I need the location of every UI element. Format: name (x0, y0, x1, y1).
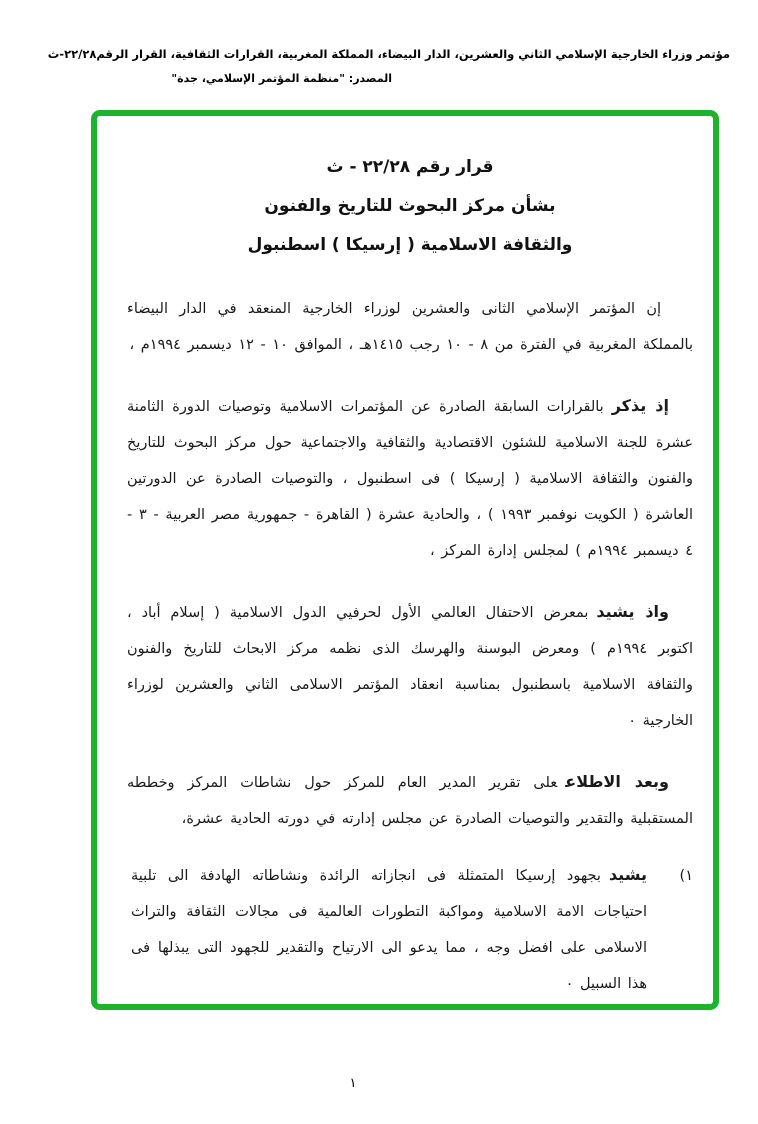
paragraph-lead: واذ يشيد (596, 602, 669, 621)
header-reference-line: مؤتمر وزراء الخارجية الإسلامي الثاني والعشرين، الدار البيضاء، المملكة المغربية، القرارات الثقافية، القرار الرقم٢٢/٢٨-ث (47, 47, 730, 61)
preamble-paragraph (127, 290, 693, 363)
paragraph-lead: إذ يذكر (611, 396, 670, 415)
item-body: بجهود إرسيكا المتمثلة فى انجازاته الرائدة ونشاطاته الهادفة الى تلبية احتياجات الامة الاسلامية ومواكبة التطورات العالمية فى مجالات الثقافة والتراث الاسلامى على افضل وجه ، مما يدعو الى الارتياح والتقدير للجهود التى يبذلها فى هذا السبيل ٠ (131, 868, 647, 992)
operative-items (127, 857, 693, 1010)
commending-paragraph (127, 594, 693, 739)
item-lead: يشيد (608, 865, 647, 884)
having-reviewed-paragraph (127, 764, 693, 837)
green-border-frame (91, 110, 719, 1010)
header-note (24, 46, 730, 87)
paragraph-text: بالقرارات السابقة الصادرة عن المؤتمرات الاسلامية وتوصيات الدورة الثامنة عشرة للجنة الاسلامية للشئون الاقتصادية والثقافية والاجتماعية حول مركز البحوث للتاريخ والفنون والثقافة الاسلامية ( إرسيكا ) فى اسطنبول ، والتوصيات الصادرة عن الدورتين العاشرة ( الكويت نوفمبر ١٩٩٣ ) ، والحادية عشرة ( القاهرة - جمهورية مصر العربية - ٣ - ٤ ديسمبر ١٩٩٤م ) لمجلس إدارة المركز ، (127, 399, 693, 559)
paragraph-text: على تقرير المدير العام للمركز حول نشاطات المركز وخططه المستقبلية والتقدير والتوصيات الصادرة عن مجلس إدارته في دورته الحادية عشرة، (127, 775, 693, 827)
scanned-document-page (0, 46, 758, 1124)
recalling-paragraph (127, 388, 693, 569)
item-text (127, 857, 647, 1002)
resolution-title-line1: قرار رقم ٢٢/٢٨ - ث (326, 157, 494, 177)
header-source-line: المصدر: "منظمة المؤتمر الإسلامي، جدة" (171, 72, 392, 85)
item-number: ١) (679, 868, 693, 884)
resolution-title-line2: بشأن مركز البحوث للتاريخ والفنون (264, 196, 556, 216)
resolution-title (127, 148, 693, 265)
paragraph-text: إن المؤتمر الإسلامي الثانى والعشرين لوزراء الخارجية المنعقد في الدار البيضاء بالمملكة المغربية في الفترة من ٨ - ١٠ رجب ١٤١٥هـ ، الموافق ١٠ - ١٢ ديسمبر ١٩٩٤م ، (127, 301, 693, 353)
resolution-title-line3: والثقافة الاسلامية ( إرسيكا ) اسطنبول (247, 235, 573, 255)
paragraph-lead: وبعد الاطلاع (565, 772, 670, 791)
page-number: ١ (349, 1076, 357, 1091)
paragraph-text: بمعرض الاحتفال العالمي الأول لحرفيي الدول الاسلامية ( إسلام أباد ، اكتوبر ١٩٩٤م ) ومعرض البوسنة والهرسك الذى نظمه مركز الابحاث للتاريخ والفنون والثقافة الاسلامية باسطنبول بمناسبة انعقاد المؤتمر الاسلامى الثاني والعشرين لوزراء الخارجية ٠ (127, 605, 693, 729)
list-item (127, 857, 693, 1002)
resolution-body (127, 290, 693, 1010)
